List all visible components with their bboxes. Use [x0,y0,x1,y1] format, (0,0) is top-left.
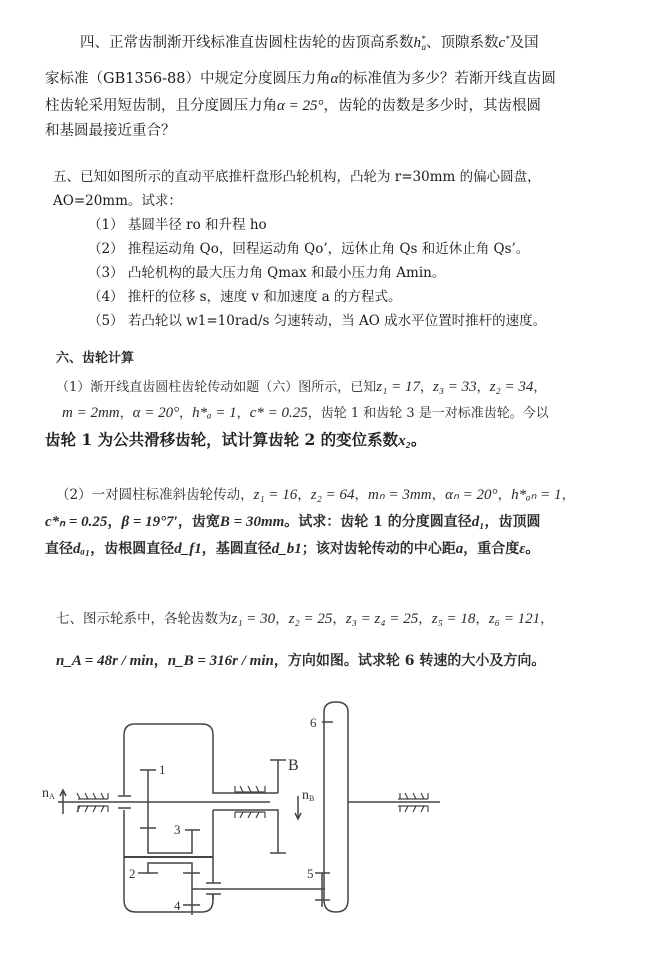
var-z5: z₅ = 18 [431,611,476,627]
ha-symbol: $h^*_a$ [413,34,426,52]
q6-p1-line-1: （1）渐开线直齿圆柱齿轮传动如题（六）图所示，已知z₁ = 17，z₃ = 33，z₂ = 34， [56,379,547,395]
var-da1: dₐ₁ [73,541,91,557]
q4-line-4: 和基圆最接近重合？ [45,123,176,139]
item-text: 凸轮机构的最大压力角 Qmax 和最小压力角 Amin。 [127,265,446,281]
var-z6: z₆ = 121 [488,611,541,627]
var-alpha-n: αₙ = 20° [445,487,498,503]
c-symbol: c* [498,34,510,51]
q6-text: ，齿顶圆 [484,514,541,530]
label-gear-1: 1 [159,762,166,777]
label-nA: nA [42,786,55,801]
q5-item-3 [88,264,445,282]
var-z2: z₂ = 34 [489,379,534,395]
q5-item-1 [88,216,267,234]
q6-text: ，基圆直径 [201,541,272,557]
item-text: 推程运动角 Qo，回程运动角 Qo’，远休止角 Qs 和近休止角 Qs’。 [127,241,530,257]
q7-line-1: 七、图示轮系中，各轮齿数为z₁ = 30，z₂ = 25，z₃ = z₄ = 25，z₅ = 18，z₆ = 121， [56,611,554,627]
q4-line-2 [45,70,556,88]
q6-p2-line-3 [45,540,539,558]
var-z1: z₁ = 16 [253,487,298,503]
var-c: c* = 0.25 [249,405,308,421]
label-gear-5: 5 [307,866,314,881]
item-number: （5） [88,313,124,329]
item-text: 若凸轮以 w1=10rad/s 匀速转动，当 AO 成水平位置时推杆的速度。 [127,313,547,329]
q6-title: 六、齿轮计算 [56,351,135,366]
var-z1: z₁ = 30 [231,611,276,627]
q6-text: ，齿根圆直径 [90,541,175,557]
bearing-B-bottom [235,812,265,818]
item-text: 基圆半径 ro 和升程 ho [127,217,267,233]
var-mn: mₙ = 3mm [367,487,432,503]
var-beta: β = 19°7′ [121,514,178,530]
var-nA: n_A = 48r / min [56,653,154,669]
var-df1: d_f1 [174,541,202,557]
q6-p2-line-2: c*ₙ = 0.25，β = 19°7′，齿宽B = 30mm。试求：齿轮 1 的分度圆直径d₁，齿顶圆 [45,514,541,530]
q6-text: 齿宽 [191,514,220,530]
item-number: （3） [88,265,124,281]
label-B: B [288,757,299,774]
gear-6 [324,702,348,912]
q6-p1-line-2: m = 2mm，α = 20°，h*ₐ = 1，c* = 0.25，齿轮 1 和齿轮 3 是一对标准齿轮。今以 [62,405,549,421]
q6-text: 。 [525,541,540,557]
var-z3-z4: z₃ = z₄ = 25 [345,611,419,627]
q6-p2-line-1: （2）一对圆柱标准斜齿轮传动，z₁ = 16，z₂ = 64，mₙ = 3mm，αₙ = 20°，h*ₐₙ = 1， [56,487,576,503]
q4-text: 及国 [509,35,539,51]
q5-line-1: 五、已知如图所示的直动平底推杆盘形凸轮机构，凸轮为 r=30mm 的偏心圆盘， [53,169,541,185]
q4-text: ，齿轮的齿数是多少时，其齿根圆 [323,98,541,114]
q6-text: 直径 [45,541,73,557]
q5-line-2: AO=20mm。试求： [53,193,182,209]
q6-text: （2）一对圆柱标准斜齿轮传动， [56,487,254,503]
q4-text: 四、正常齿制渐开线标准直齿圆柱齿轮的齿顶高系数 [80,35,414,51]
q7-text: ，方向如图。试求轮 6 转速的大小及方向。 [273,653,546,669]
item-text: 推杆的位移 s，速度 v 和加速度 a 的方程式。 [127,289,402,305]
var-B: B = 30mm [219,514,285,530]
var-epsilon: ε [519,541,526,557]
q4-text: 的标准值为多少？若渐开线直齿圆 [338,71,556,87]
q6-text: ，重合度 [463,541,520,557]
alpha-symbol: α [330,71,339,87]
q4-line-1 [80,30,539,56]
var-d1: d₁ [471,514,485,530]
var-z2: z₂ = 64 [310,487,355,503]
q4-text: 、顶隙系数 [426,35,499,51]
q6-text: 齿轮 1 和齿轮 3 是一对标准齿轮。今以 [320,406,549,421]
label-gear-6: 6 [310,715,317,730]
var-x2: x₂ [398,433,411,449]
q6-text: 。试求：齿轮 1 的分度圆直径 [284,514,472,530]
var-nB: n_B = 316r / min [167,653,274,669]
var-z2: z₂ = 25 [288,611,333,627]
q7-line-2: n_A = 48r / min，n_B = 316r / min，方向如图。试求轮 6 转速的大小及方向。 [56,653,546,669]
q4-text: 柱齿轮采用短齿制，且分度圆压力角 [45,98,277,114]
q4-text: 家标准（GB1356-88）中规定分度圆压力角 [45,71,331,87]
q5-item-4 [88,288,401,306]
gear-train-diagram [30,700,450,930]
label-gear-2: 2 [129,866,136,881]
carrier-frame-bottom [124,810,213,912]
var-a: a [455,541,464,557]
q7-text: 七、图示轮系中，各轮齿数为 [56,611,232,627]
var-m: m = 2mm [62,405,120,421]
var-ha: h*ₐ = 1 [192,405,237,421]
var-z3: z₃ = 33 [432,379,477,395]
q5-item-2 [88,240,529,258]
q6-text: ；该对齿轮传动的中心距 [301,541,456,557]
q5-item-5 [88,312,546,330]
q4-line-3 [45,97,541,115]
alpha-equation: α = 25° [277,98,324,114]
bearing-B-top [235,786,265,792]
var-cn: c*ₙ = 0.25 [45,514,108,530]
item-number: （2） [88,241,124,257]
var-han: h*ₐₙ = 1 [511,487,562,503]
item-number: （1） [88,217,124,233]
q6-text: （1）渐开线直齿圆柱齿轮传动如题（六）图所示，已知 [56,380,377,395]
label-gear-4: 4 [174,898,181,913]
var-z1: z₁ = 17 [376,379,420,395]
label-nB: nB [302,788,315,803]
var-alpha: α = 20° [132,405,180,421]
item-number: （4） [88,289,124,305]
label-gear-3: 3 [174,822,181,837]
q6-p1-line-3: 齿轮 1 为公共滑移齿轮，试计算齿轮 2 的变位系数x₂。 [45,430,427,449]
carrier-frame [124,724,278,795]
var-db1: d_b1 [271,541,302,557]
q6-text: 齿轮 1 为公共滑移齿轮，试计算齿轮 2 的变位系数 [45,430,399,449]
